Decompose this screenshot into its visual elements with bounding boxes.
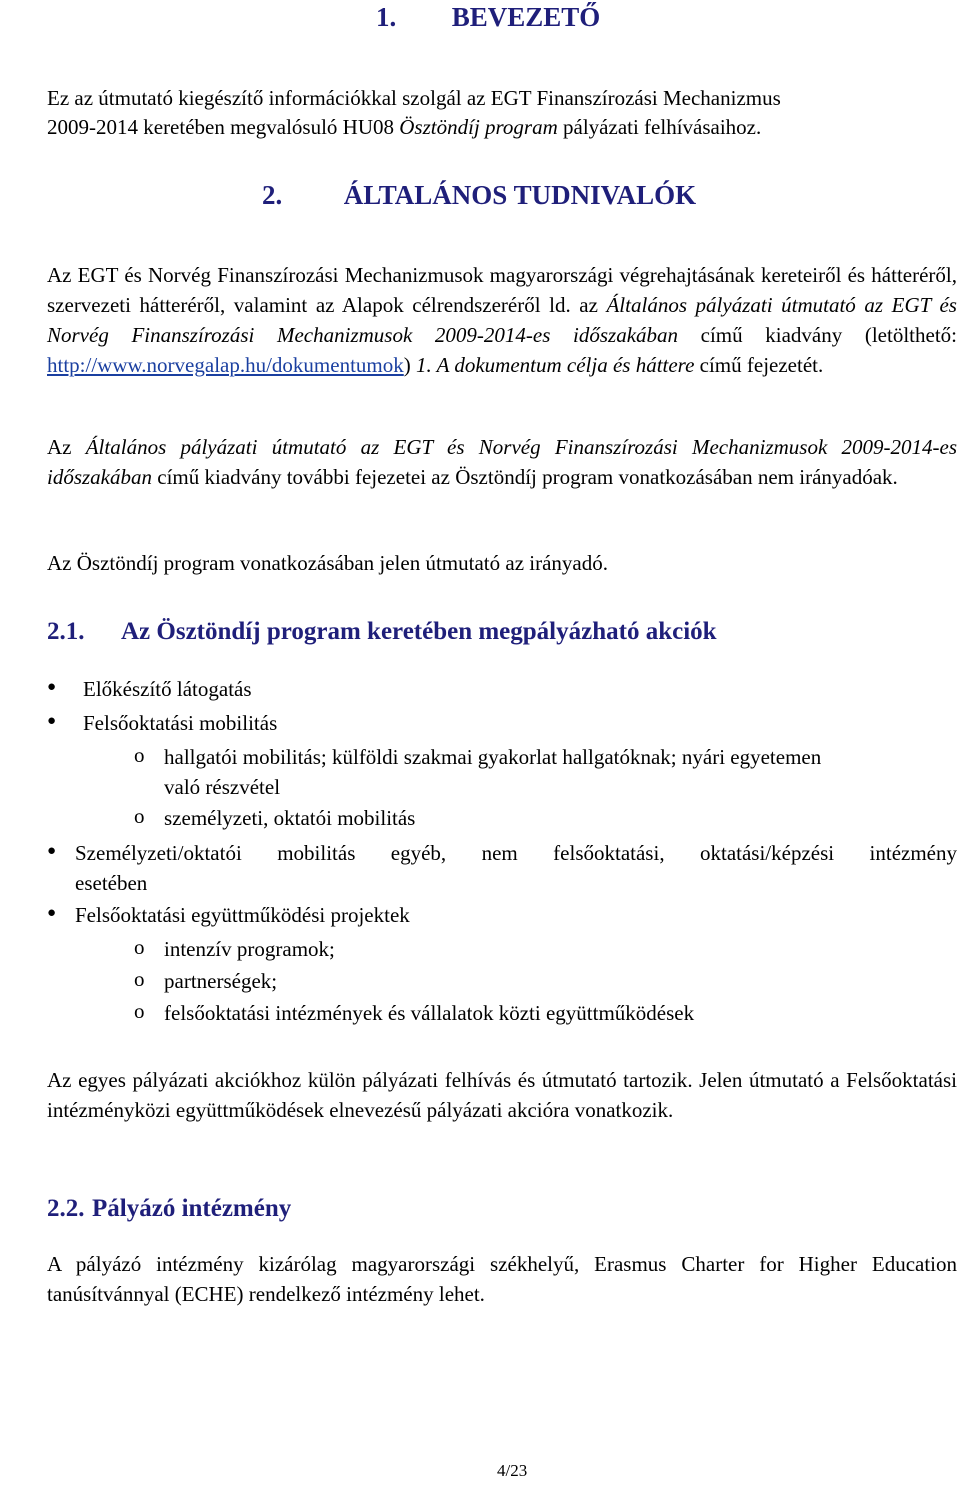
intro-line-2 <box>47 112 761 142</box>
list-item-label-cont: esetében <box>75 871 148 895</box>
section-2-2-title: Pályázó intézmény <box>92 1195 292 1222</box>
bullet-dot-icon: ● <box>47 679 57 695</box>
sub-list-item-label: partnerségek; <box>164 969 278 993</box>
list-item <box>0 708 960 738</box>
section-1-title: BEVEZETŐ <box>451 2 601 32</box>
section-2-title: ÁLTALÁNOS TUDNIVALÓK <box>343 180 697 210</box>
list-item-label: Személyzeti/oktatói mobilitás egyéb, nem felsőoktatási, oktatási/képzési intézmény <box>75 841 957 865</box>
sub-list-item <box>0 803 960 833</box>
section-2-1-heading <box>47 618 85 646</box>
intro-text: 2009-2014 keretében megvalósuló HU08 <box>47 115 400 139</box>
section-2-number: 2. <box>262 180 283 210</box>
list-item <box>0 900 960 930</box>
intro-line-1: Ez az útmutató kiegészítő információkkal szolgál az EGT Finanszírozási Mechanizmus <box>47 86 781 110</box>
sub-list-item-label: személyzeti, oktatói mobilitás <box>164 806 416 830</box>
section-1-heading <box>376 2 600 33</box>
para1-text: Az EGT és Norvég Finanszírozási Mechanizmusok magyarországi végrehajtásának kereteiről és hátteréről, szervezeti hátteréről, valamint az Alapok célrendszeréről ld. az <box>47 263 957 317</box>
para2-text: Az <box>47 435 86 459</box>
list-item-label: Felsőoktatási mobilitás <box>83 711 278 735</box>
section-2-2-heading <box>47 1195 85 1223</box>
paragraph-governing: Az Ösztöndíj program vonatkozásában jelen útmutató az irányadó. <box>47 551 608 575</box>
list-item-label: Előkészítő látogatás <box>83 677 252 701</box>
section-1-number: 1. <box>376 2 397 32</box>
paragraph-applicant: A pályázó intézmény kizárólag magyarországi székhelyű, Erasmus Charter for Higher Education tanúsítvánnyal (ECHE) rendelkező intézmény lehet. <box>47 1252 957 1306</box>
para1-text-3: ) <box>403 353 417 377</box>
sub-list-item <box>0 966 960 996</box>
para1-text-2: című kiadvány (letölthető: <box>678 323 957 347</box>
para1-chapter-title: 1. A dokumentum célja és háttere <box>416 353 695 377</box>
para1-text-4: című fejezetét. <box>694 353 824 377</box>
bullet-dot-icon: ● <box>47 843 57 859</box>
list-item-label: Felsőoktatási együttműködési projektek <box>75 903 410 927</box>
para2-text-2: című kiadvány további fejezetei az Ösztöndíj program vonatkozásában nem irányadóak. <box>152 465 898 489</box>
section-2-1-number: 2.1. <box>47 618 85 645</box>
paragraph-guide-chapters <box>47 432 957 492</box>
para1-guide-title: Általános pályázati útmutató az EGT és Norvég Finanszírozási Mechanizmusok 2009-2014-es időszakában <box>47 293 957 347</box>
sub-list-item-label: hallgatói mobilitás; külföldi szakmai gyakorlat hallgatóknak; nyári egyetemen <box>164 745 822 769</box>
circle-o-icon: o <box>134 999 145 1023</box>
page-number: 4/23 <box>497 1461 528 1480</box>
sub-list-item <box>0 998 960 1028</box>
sub-list-item-label: felsőoktatási intézmények és vállalatok közti együttműködések <box>164 1001 695 1025</box>
paragraph-general-info <box>47 260 957 380</box>
sub-list-item-label-cont: való részvétel <box>164 775 281 799</box>
documents-link[interactable]: http://www.norvegalap.hu/dokumentumok <box>47 353 404 377</box>
sub-list-item-label: intenzív programok; <box>164 937 335 961</box>
section-2-1-title: Az Ösztöndíj program keretében megpályázható akciók <box>121 618 717 645</box>
bullet-dot-icon: ● <box>47 905 57 921</box>
section-2-heading <box>262 180 696 211</box>
section-2-2-number: 2.2. <box>47 1195 85 1222</box>
intro-text-end: pályázati felhívásaihoz. <box>557 115 762 139</box>
sub-list-item <box>0 742 960 802</box>
bullet-dot-icon: ● <box>47 713 57 729</box>
circle-o-icon: o <box>134 743 145 767</box>
paragraph-action-guides: Az egyes pályázati akciókhoz külön pályázati felhívás és útmutató tartozik. Jelen útmutató a Felsőoktatási intézményközi együttműködések elnevezésű pályázati akcióra vonatkozik. <box>47 1068 957 1122</box>
sub-list-item <box>0 934 960 964</box>
circle-o-icon: o <box>134 967 145 991</box>
circle-o-icon: o <box>134 804 145 828</box>
circle-o-icon: o <box>134 935 145 959</box>
intro-program-name: Ösztöndíj program <box>399 115 558 139</box>
para2-guide-title: Általános pályázati útmutató az EGT és Norvég Finanszírozási Mechanizmusok 2009-2014-es időszakában <box>47 435 957 489</box>
list-item <box>0 838 960 898</box>
list-item <box>0 674 960 704</box>
